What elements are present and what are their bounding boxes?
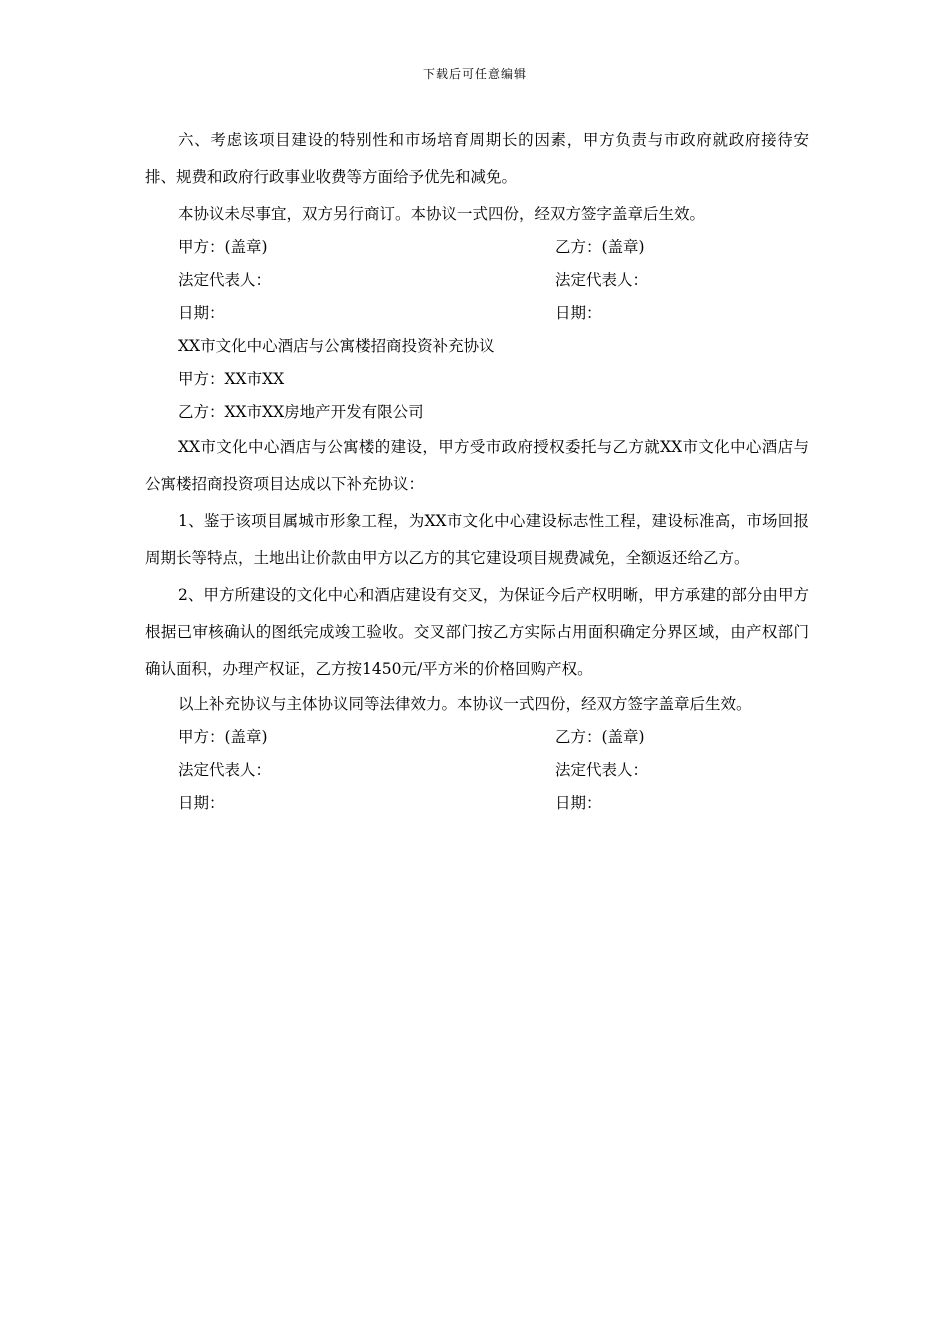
supplementary-signature-row-seal (145, 721, 809, 754)
party-b-seal: 乙方：(盖章) (555, 238, 645, 256)
supplementary-party-a: 甲方：XX市XX (178, 370, 285, 388)
signature-row-date (145, 297, 809, 330)
supplementary-party-b-seal: 乙方：(盖章) (555, 728, 645, 746)
supplementary-party-b-representative: 法定代表人： (555, 761, 649, 779)
supplementary-signature-row-rep (145, 754, 809, 787)
page-header-note: 下载后可任意编辑 (422, 67, 527, 81)
party-b-representative: 法定代表人： (555, 271, 649, 289)
party-a-date: 日期： (178, 304, 225, 322)
supplementary-closing: 以上补充协议与主体协议同等法律效力。本协议一式四份，经双方签字盖章后生效。 (178, 695, 752, 713)
clause-6: 六、考虑该项目建设的特别性和市场培育周期长的因素，甲方负责与市政府就政府接待安排、规费和政府行政事业收费等方面给予优先和减免。 (145, 131, 809, 186)
signature-row-seal (145, 231, 809, 264)
party-a-seal: 甲方：(盖章) (178, 238, 268, 256)
supplementary-party-b: 乙方：XX市XX房地产开发有限公司 (178, 403, 424, 421)
agreement-closing: 本协议未尽事宜，双方另行商订。本协议一式四份，经双方签字盖章后生效。 (178, 205, 706, 223)
supplementary-party-a-representative: 法定代表人： (178, 761, 272, 779)
supplementary-item-1: 1、鉴于该项目属城市形象工程，为XX市文化中心建设标志性工程，建设标准高，市场回报周期长等特点，土地出让价款由甲方以乙方的其它建设项目规费减免，全额返还给乙方。 (145, 512, 809, 567)
supplementary-party-a-date: 日期： (178, 794, 225, 812)
supplementary-party-b-date: 日期： (555, 794, 602, 812)
supplementary-signature-row-date (145, 787, 809, 820)
party-a-representative: 法定代表人： (178, 271, 272, 289)
document-body (145, 122, 809, 820)
supplementary-party-a-seal: 甲方：(盖章) (178, 728, 268, 746)
supplementary-item-2: 2、甲方所建设的文化中心和酒店建设有交叉，为保证今后产权明晰，甲方承建的部分由甲方根据已审核确认的图纸完成竣工验收。交叉部门按乙方实际占用面积确定分界区域，由产权部门确认面积，办理产权证，乙方按1450元/平方米的价格回购产权。 (145, 586, 809, 678)
party-b-date: 日期： (555, 304, 602, 322)
signature-row-rep (145, 264, 809, 297)
supplementary-agreement-title: XX市文化中心酒店与公寓楼招商投资补充协议 (178, 337, 495, 355)
supplementary-intro: XX市文化中心酒店与公寓楼的建设，甲方受市政府授权委托与乙方就XX市文化中心酒店与公寓楼招商投资项目达成以下补充协议： (145, 438, 809, 493)
